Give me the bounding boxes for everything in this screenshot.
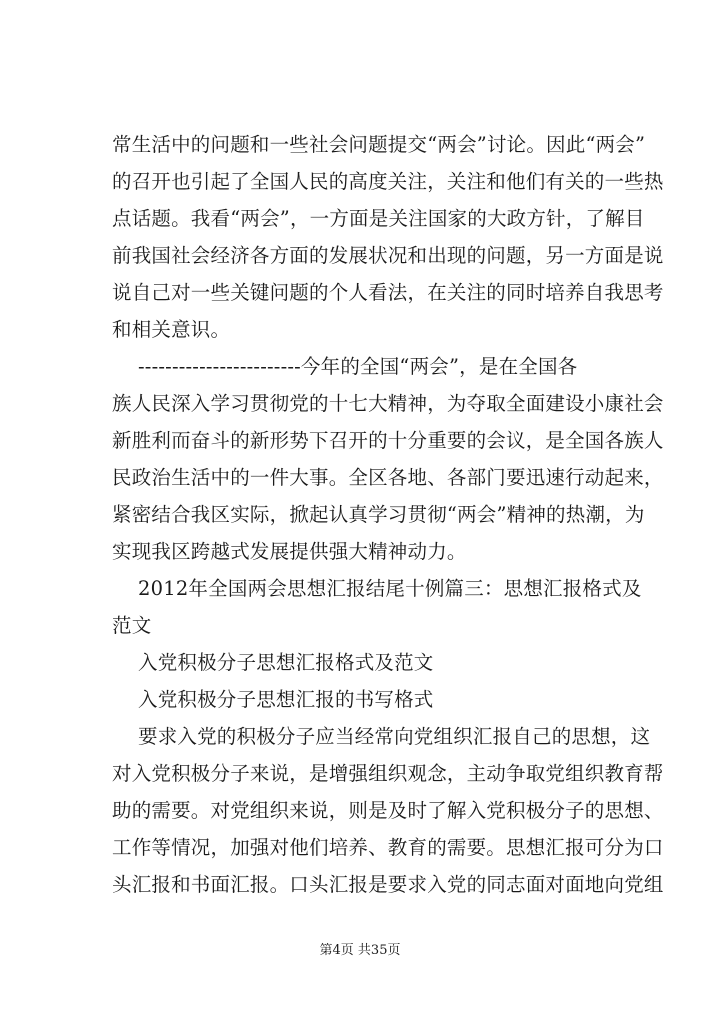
text-line: 紧密结合我区实际，掀起认真学习贯彻“两会”精神的热潮，为 [112, 503, 645, 526]
text-line: 助的需要。对党组织来说，则是及时了解入党积极分子的思想、 [112, 799, 664, 822]
text-line: 头汇报和书面汇报。口头汇报是要求入党的同志面对面地向党组 [112, 873, 664, 896]
section-heading: 2012年全国两会思想汇报结尾十例篇三：思想汇报格式及 [138, 577, 642, 600]
section-heading-cont: 范文 [112, 614, 152, 637]
text-line: 说自己对一些关键问题的个人看法，在关注的同时培养自我思考 [112, 281, 664, 304]
text-line: 点话题。我看“两会”，一方面是关注国家的大政方针，了解目 [112, 207, 645, 230]
text-line: 民政治生活中的一件大事。全区各地、各部门要迅速行动起来， [112, 466, 664, 489]
text-line: 族人民深入学习贯彻党的十七大精神，为夺取全面建设小康社会 [112, 392, 664, 415]
text-line: 工作等情况，加强对他们培养、教育的需要。思想汇报可分为口 [112, 836, 664, 859]
page-footer: 第4页 共35页 [319, 943, 401, 958]
text-line: 实现我区跨越式发展提供强大精神动力。 [112, 540, 467, 563]
text-line: 常生活中的问题和一些社会问题提交“两会”讨论。因此“两会” [112, 133, 646, 156]
text-line: 的召开也引起了全国人民的高度关注，关注和他们有关的一些热 [112, 170, 664, 193]
text-line: 和相关意识。 [112, 318, 231, 341]
text-line: 新胜利而奋斗的新形势下召开的十分重要的会议，是全国各族人 [112, 429, 664, 452]
text-line: ------------------------今年的全国“两会”，是在全国各 [138, 355, 578, 378]
subtitle: 入党积极分子思想汇报格式及范文 [138, 651, 434, 674]
body-text [112, 126, 664, 903]
subtitle: 入党积极分子思想汇报的书写格式 [138, 688, 434, 711]
text-line: 对入党积极分子来说，是增强组织观念，主动争取党组织教育帮 [112, 762, 664, 785]
text-line: 前我国社会经济各方面的发展状况和出现的问题，另一方面是说 [112, 244, 664, 267]
text-line: 要求入党的积极分子应当经常向党组织汇报自己的思想，这 [138, 725, 651, 748]
